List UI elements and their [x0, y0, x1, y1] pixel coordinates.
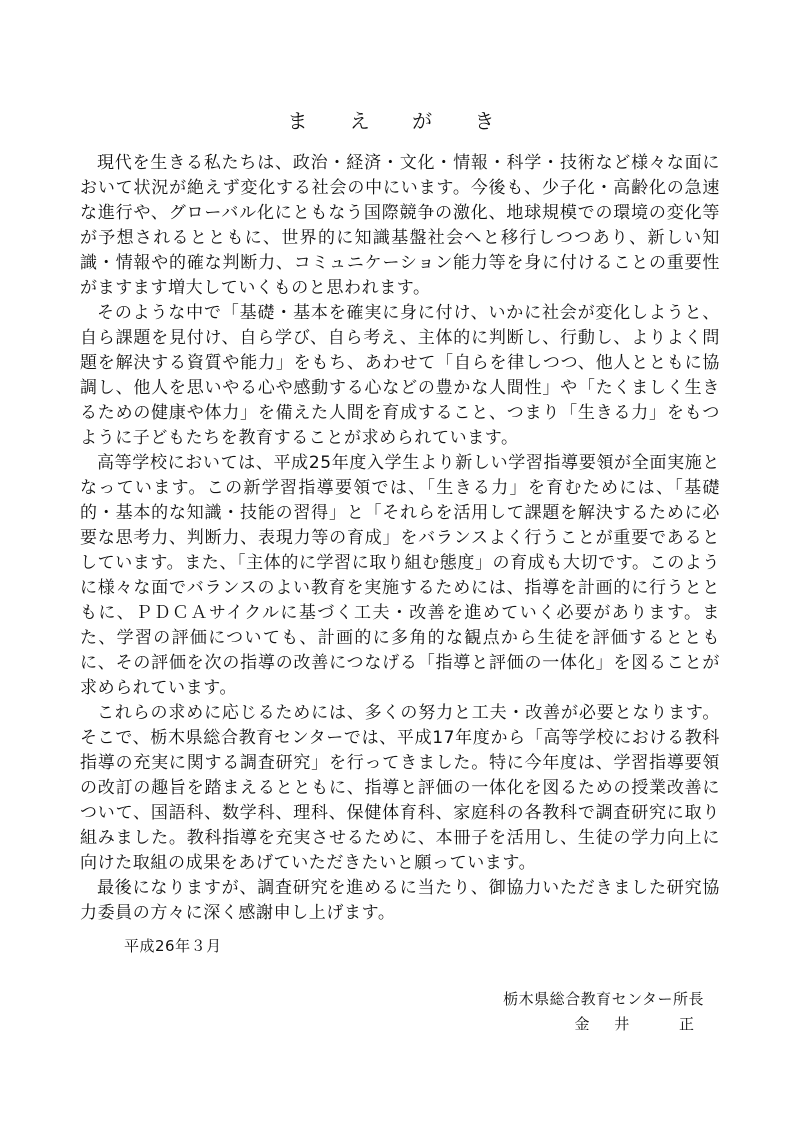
body-text: [80, 151, 720, 926]
page-title: ま え が き: [287, 109, 513, 134]
document-date: 平成26年３月: [124, 937, 222, 955]
author-organization: 栃木県総合教育センター所長: [503, 990, 704, 1008]
paragraph-1: 現代を生きる私たちは、政治・経済・文化・情報・科学・技術など様々な面において状況が絶えず変化する社会の中にいます。今後も、少子化・高齢化の急速な進行や、グローバル化にともなう国際競争の激化、地球規模での環境の変化等が予想されるとともに、世界的に知識基盤社会へと移行しつつあり、新しい知識・情報や的確な判断力、コミュニケーション能力等を身に付けることの重要性がますます増大していくものと思われます。: [80, 153, 720, 298]
paragraph-5: 最後になりますが、調査研究を進めるに当たり、御協力いただきました研究協力委員の方々に深く感謝申し上げます。: [80, 878, 720, 923]
paragraph-4: これらの求めに応じるためには、多くの努力と工夫・改善が必要となります。そこで、栃木県総合教育センターでは、平成17年度から「高等学校における教科指導の充実に関する調査研究」を行ってきました。特に今年度は、学習指導要領の改訂の趣旨を踏まえるとともに、指導と評価の一体化を図るための授業改善について、国語科、数学科、理科、保健体育科、家庭科の各教科で調査研究に取り組みました。教科指導を充実させるために、本冊子を活用し、生徒の学力向上に向けた取組の成果をあげていただきたいと願っています。: [80, 703, 720, 873]
paragraph-2: そのような中で「基礎・基本を確実に身に付け、いかに社会が変化しようと、自ら課題を見付け、自ら学び、自ら考え、主体的に判断し、行動し、よりよく問題を解決する資質や能力」をもち、あわせて「自らを律しつつ、他人とともに協調し、他人を思いやる心や感動する心などの豊かな人間性」や「たくましく生きるための健康や体力」を備えた人間を育成すること、つまり「生きる力」をもつように子どもたちを教育することが求められています。: [80, 303, 720, 448]
paragraph-3: 高等学校においては、平成25年度入学生より新しい学習指導要領が全面実施となっています。この新学習指導要領では、「生きる力」を育むためには、「基礎的・基本的な知識・技能の習得」と「それらを活用して課題を解決するために必要な思考力、判断力、表現力等の育成」をバランスよく行うことが重要であるとしています。また、「主体的に学習に取り組む態度」の育成も大切です。このように様々な面でバランスのよい教育を実施するためには、指導を計画的に行うとともに、ＰＤＣＡサイクルに基づく工夫・改善を進めていく必要があります。また、学習の評価についても、計画的に多角的な観点から生徒を評価するとともに、その評価を次の指導の改善につなげる「指導と評価の一体化」を図ることが求められています。: [80, 453, 720, 698]
author-name: 金 井 正: [574, 1015, 704, 1033]
